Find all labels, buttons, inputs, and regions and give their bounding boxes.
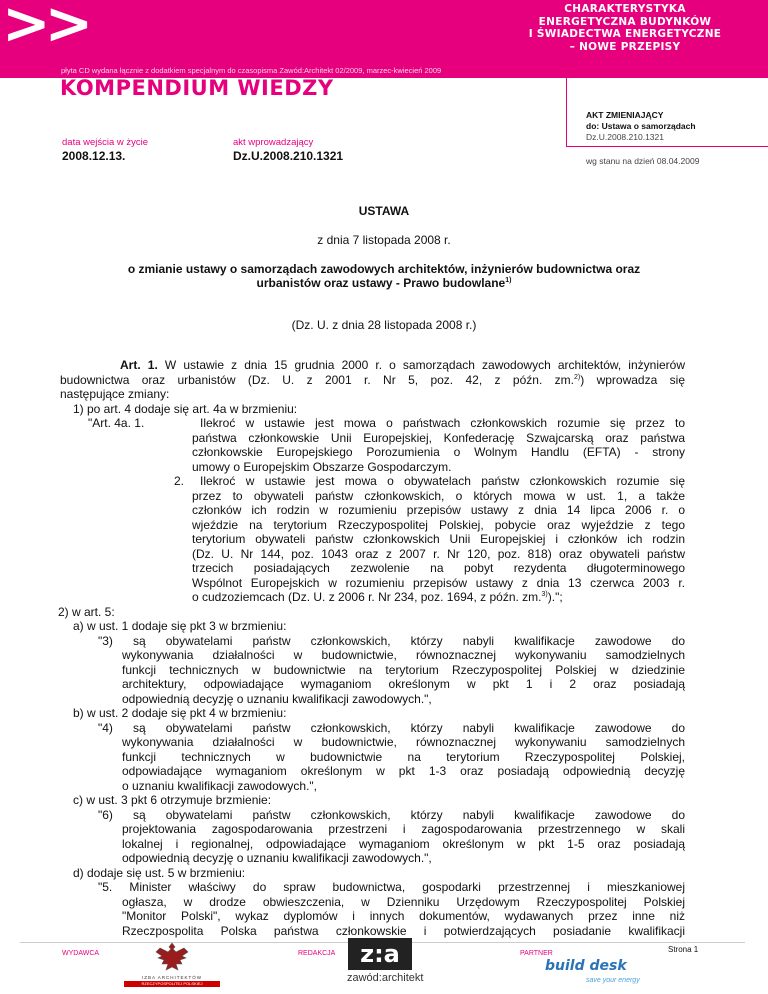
point-a: a) w ust. 1 dodaje się pkt 3 w brzmieniu: bbox=[73, 619, 287, 633]
text-line: odpowiednią decyzję o uznaniu kwalifikacji zawodowych.", bbox=[122, 851, 432, 865]
document-subject bbox=[40, 262, 728, 290]
text-line: (Dz. U. Nr 144, poz. 1043 oraz z 2007 r. Nr 120, poz. 818) oraz obywateli państw bbox=[192, 546, 685, 561]
text-line: wykonywania działalności w budownictwie, równoznacznej wykonywaniu samodzielnych bbox=[122, 648, 685, 662]
text-line: funkcji technicznych w budownictwie na terytorium Rzeczypospolitej Polskiej, bbox=[122, 749, 685, 764]
art4a2-label: 2. bbox=[174, 474, 185, 488]
text-line: "Monitor Polski", wykaz dyplomów i innych dokumentów, wydawanych przez inne niż bbox=[122, 909, 685, 923]
text-line: Wspólnot Europejskich w rozumieniu przepisów ustawy z dnia 13 czerwca 2003 r. bbox=[192, 575, 685, 590]
status-date: wg stanu na dzień 08.04.2009 bbox=[586, 156, 700, 166]
text-line: ogłasza, w drodze obwieszczenia, w Dzienniku Urzędowym Rzeczypospolitej Polskiej bbox=[122, 894, 685, 909]
text-line: funkcji technicznych w budownictwie na terytorium Rzeczypospolitej Polskiej w dziedzinie bbox=[122, 662, 685, 677]
text-line: członkowskie Europejskiego Porozumienia o Wolnym Handlu (EFTA) - strony bbox=[192, 445, 685, 459]
footnote-ref: 1) bbox=[505, 277, 512, 284]
series-title bbox=[490, 3, 760, 53]
series-title-line: I ŚWIADECTWA ENERGETYCZNE bbox=[528, 28, 722, 40]
text-line: wykonywania działalności w budownictwie, równoznacznej wykonywaniu samodzielnych bbox=[122, 735, 685, 749]
point-b: b) w ust. 2 dodaje się pkt 4 w brzmieniu: bbox=[73, 706, 287, 720]
kompendium-title: KOMPENDIUM WIEDZY bbox=[60, 76, 334, 100]
cd-note: płyta CD wydana łącznie z dodatkiem specjalnym do czasopisma Zawód:Architekt 02/2009, marzec-kwiecień 2009 bbox=[61, 66, 442, 75]
text-line: "6) są obywatelami państw członkowskich, którzy nabyli kwalifikacje zawodowe do bbox=[98, 807, 685, 822]
text-line: przez to obywateli państw członkowskich, o których mowa w ust. 1, a także bbox=[192, 488, 685, 503]
text-line: odpowiednią decyzję o uznaniu kwalifikacji zawodowych.", bbox=[122, 691, 432, 706]
text-line: Ilekroć w ustawie jest mowa o obywatelach państw członkowskich rozumie się bbox=[200, 474, 685, 488]
text-line: umowy o Europejskim Obszarze Gospodarczym. bbox=[192, 459, 452, 474]
series-title-line: – NOWE PRZEPISY bbox=[569, 40, 681, 53]
text-line: Rzeczpospolita Polska państwa członkowskie i potwierdzających posiadanie kwalifikacji bbox=[122, 923, 685, 938]
text-line bbox=[192, 590, 685, 605]
text: W ustawie z dnia 15 grudnia 2000 r. o samorządach zawodowych architektów, inżynierów bbox=[164, 358, 685, 372]
izba-label: IZBA ARCHITEKTÓW bbox=[141, 975, 202, 980]
text-line: architektury, odpowiadające wymaganiom określonym w pkt 1 i 2 oraz posiadają bbox=[122, 677, 685, 691]
footer-label-partner: PARTNER bbox=[520, 950, 553, 957]
footer-label-redakcja: REDAKCJA bbox=[298, 950, 336, 957]
page-number: Strona 1 bbox=[668, 945, 699, 954]
art1-line bbox=[60, 358, 685, 373]
text: o cudzoziemcach (Dz. U. z 2006 r. Nr 234, poz. 1694, z późn. zm. bbox=[192, 590, 542, 604]
art1-line bbox=[60, 373, 685, 388]
art1-label: Art. 1. bbox=[120, 358, 158, 372]
art4a2-block bbox=[60, 474, 685, 605]
text-line: "5. Minister właściwy do spraw budownictwa, gospodarki przestrzennej i mieszkaniowej bbox=[98, 880, 685, 894]
text: ) wprowadza się bbox=[580, 372, 685, 387]
act-label: akt wprowadzający bbox=[233, 137, 314, 148]
subject-line bbox=[40, 276, 728, 290]
date-label: data wejścia w życie bbox=[62, 137, 149, 148]
art4a-label: "Art. 4a. 1. bbox=[88, 416, 145, 430]
text-line: Ilekroć w ustawie jest mowa o państwach członkowskich rozumie się przez to bbox=[200, 416, 685, 430]
text-line: projektowania zagospodarowania przestrzeni i zagospodarowania przestrzennego w skali bbox=[122, 822, 685, 836]
art1-line: następujące zmiany: bbox=[60, 387, 170, 401]
subject-line: o zmianie ustawy o samorządach zawodowych architektów, inżynierów budownictwa oraz bbox=[127, 262, 641, 276]
text-line: odpowiadające wymaganiom określonym w pkt 1-3 oraz posiadają odpowiednią decyzję bbox=[122, 764, 685, 778]
subject-text: urbanistów oraz ustawy - Prawo budowlane bbox=[256, 276, 506, 290]
date-value: 2008.12.13. bbox=[62, 149, 126, 163]
dz-reference: (Dz. U. z dnia 28 listopada 2008 r.) bbox=[291, 318, 477, 332]
text-line: członków ich rodzin w rozumieniu przepisów ustawy z dnia 14 lipca 2006 r. o bbox=[192, 503, 685, 517]
text-line: lokalnej i regionalnej, odpowiadające wymaganiom określonym w pkt 1-5 oraz posiadają bbox=[122, 836, 685, 851]
series-title-line: ENERGETYCZNA BUDYNKÓW bbox=[538, 15, 712, 28]
footnote-ref: 3) bbox=[541, 591, 548, 598]
izba-band: RZECZYPOSPOLITEJ POLSKIEJ bbox=[124, 981, 220, 987]
double-arrow-logo: >> bbox=[2, 0, 88, 57]
item-2: 2) w art. 5: bbox=[58, 604, 115, 619]
text-line: wjeździe na terytorium Rzeczypospolitej Polskiej, pobycie oraz wyjeździe z tego bbox=[192, 517, 685, 532]
point-d: d) dodaje się ust. 5 w brzmieniu: bbox=[73, 865, 246, 880]
footer-label-wydawca: WYDAWCA bbox=[62, 950, 100, 957]
builddesk-tagline: save your energy bbox=[586, 977, 640, 984]
document-title: USTAWA bbox=[358, 204, 410, 218]
builddesk-logo: build desk bbox=[545, 958, 627, 974]
zawod-architekt-text: zawód:architekt bbox=[347, 972, 424, 984]
text: )."; bbox=[547, 590, 563, 604]
text: budownictwa oraz urbanistów (Dz. U. z 2001 r. Nr 5, poz. 42, z późn. zm. bbox=[60, 372, 574, 387]
text-line: "3) są obywatelami państw członkowskich, którzy nabyli kwalifikacje zawodowe do bbox=[98, 633, 685, 648]
item-1: 1) po art. 4 dodaje się art. 4a w brzmieniu: bbox=[73, 401, 298, 416]
text-line: państwa członkowskie Unii Europejskiej, Konfederację Szwajcarską oraz państwa bbox=[192, 430, 685, 445]
eagle-emblem-icon bbox=[152, 940, 192, 974]
text-line: trzecich posiadających zezwolenie na pobyt rezydenta długoterminowego bbox=[192, 561, 685, 575]
text-line: terytorium obywateli państw członkowskich Unii Europejskiej i członków ich rodzin bbox=[192, 532, 685, 546]
series-title-line: CHARAKTERYSTYKA bbox=[564, 3, 686, 15]
point-c: c) w ust. 3 pkt 6 otrzymuje brzmienie: bbox=[73, 793, 272, 807]
akt-target: do: Ustawa o samorządach bbox=[586, 121, 696, 131]
act-value: Dz.U.2008.210.1321 bbox=[233, 149, 344, 163]
akt-ref: Dz.U.2008.210.1321 bbox=[586, 132, 664, 142]
text-line: o uznaniu kwalifikacji zawodowych.", bbox=[122, 778, 318, 793]
document-date: z dnia 7 listopada 2008 r. bbox=[317, 233, 451, 247]
zawod-architekt-logo: z:a bbox=[348, 938, 412, 970]
document-body bbox=[60, 358, 685, 938]
art4a-block bbox=[60, 416, 685, 474]
footnote-ref: 2) bbox=[573, 373, 581, 381]
akt-heading: AKT ZMIENIAJĄCY bbox=[586, 110, 664, 120]
text-line: "4) są obywatelami państw członkowskich, którzy nabyli kwalifikacje zawodowe do bbox=[98, 720, 685, 735]
